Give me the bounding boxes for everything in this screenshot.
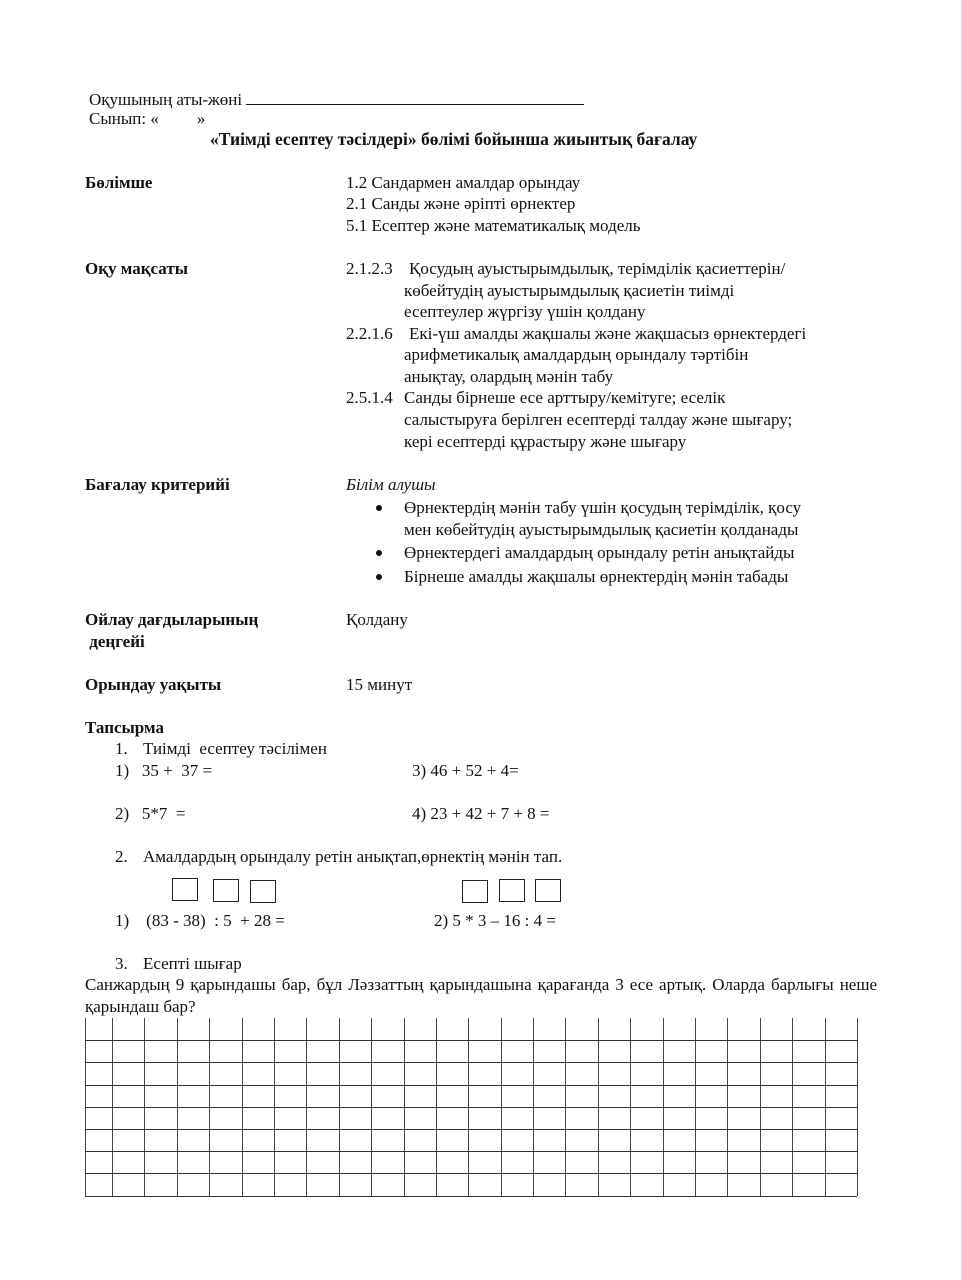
thinking-level-label: Ойлау дағдыларының <box>85 610 259 629</box>
learning-goals-label: Оқу мақсаты <box>85 259 188 278</box>
task3-number: 3. <box>115 954 128 973</box>
student-name-field[interactable] <box>246 90 584 105</box>
grid-horizontal-line <box>85 1196 857 1197</box>
goal-line: Екі-үш амалды жақшалы және жақшасыз өрнектердегі <box>409 324 807 343</box>
grid-horizontal-line <box>85 1040 857 1041</box>
task1-item[interactable]: 4) 23 + 42 + 7 + 8 = <box>412 804 550 823</box>
grid-horizontal-line <box>85 1173 857 1174</box>
bullet-icon <box>376 550 382 556</box>
task3-text: Есепті шығар <box>143 954 242 973</box>
task1-number: 1. <box>115 739 128 758</box>
task1-text: Тиімді есептеу тәсілімен <box>143 739 327 758</box>
duration-label: Орындау уақыты <box>85 675 222 694</box>
subsection-line: 5.1 Есептер және математикалық модель <box>346 216 641 235</box>
subsection-line: 1.2 Сандармен амалдар орындау <box>346 173 581 192</box>
goal-line: анықтау, олардың мәнін табу <box>404 367 614 386</box>
goal-line: көбейтудің ауыстырымдылық қасиетін тиімді <box>404 281 735 300</box>
subsection-line: 2.1 Санды және әріпті өрнектер <box>346 194 576 213</box>
task1-item[interactable]: 1) 35 + 37 = <box>115 761 213 780</box>
goal-line: арифметикалық амалдардың орындалу тәртібін <box>404 345 749 364</box>
task1-item[interactable]: 3) 46 + 52 + 4= <box>412 761 519 780</box>
order-box[interactable] <box>250 880 276 903</box>
order-box[interactable] <box>499 879 525 902</box>
class-label: Сынып: « <box>89 109 159 128</box>
grid-horizontal-line <box>85 1062 857 1063</box>
goal-line: есептеулер жүргізу үшін қолдану <box>404 302 646 321</box>
task2-item[interactable]: 1) (83 - 38) : 5 + 28 = <box>115 911 285 930</box>
task2-item[interactable]: 2) 5 * 3 – 16 : 4 = <box>434 911 556 930</box>
criteria-line: Өрнектердің мәнін табу үшін қосудың терімділік, қосу <box>404 498 802 517</box>
student-name-line <box>89 89 584 110</box>
bullet-icon <box>376 505 382 511</box>
duration-value: 15 минут <box>346 675 413 694</box>
answer-grid[interactable] <box>85 1018 857 1196</box>
grid-horizontal-line <box>85 1151 857 1152</box>
goal-line: салыстыруға берілген есептерді талдау және шығару; <box>404 410 793 429</box>
goal-line: Санды бірнеше есе арттыру/кемітуге; еселік <box>404 388 726 407</box>
task1-item[interactable]: 2) 5*7 = <box>115 804 186 823</box>
grid-horizontal-line <box>85 1129 857 1130</box>
order-box[interactable] <box>462 880 488 903</box>
goal-code: 2.5.1.4 <box>346 388 393 407</box>
class-close-quote: » <box>196 109 206 128</box>
task2-number: 2. <box>115 847 128 866</box>
grid-horizontal-line <box>85 1107 857 1108</box>
criteria-line: мен көбейтудің ауыстырымдылық қасиетін қолданады <box>404 520 799 539</box>
criteria-line: Өрнектердегі амалдардың орындалу ретін анықтайды <box>404 543 795 562</box>
thinking-level-value: Қолдану <box>346 610 408 629</box>
task2-text: Амалдардың орындалу ретін анықтап,өрнектің мәнін тап. <box>143 847 563 866</box>
bullet-icon <box>376 574 382 580</box>
grid-vertical-line <box>857 1018 858 1196</box>
goal-code: 2.1.2.3 <box>346 259 393 278</box>
tasks-heading: Тапсырма <box>85 718 164 737</box>
order-box[interactable] <box>172 878 198 901</box>
page-title: «Тиімді есептеу тәсілдері» бөлімі бойынша жиынтық бағалау <box>210 129 698 149</box>
criteria-intro: Білім алушы <box>346 475 436 494</box>
grid-horizontal-line <box>85 1085 857 1086</box>
goal-line: Қосудың ауыстырымдылық, терімділік қасиеттерін/ <box>409 259 786 278</box>
criteria-label: Бағалау критерийі <box>85 475 230 494</box>
student-name-label: Оқушының аты-жөні <box>89 90 243 109</box>
task3-problem-text: Санжардың 9 қарындашы бар, бұл Ләззаттың қарындашына қарағанда 3 есе артық. Оларда барлығы неше қарындаш бар? <box>85 975 877 1016</box>
order-box[interactable] <box>535 879 561 902</box>
class-line <box>89 108 205 129</box>
order-box[interactable] <box>213 879 239 902</box>
criteria-line: Бірнеше амалды жақшалы өрнектердің мәнін табады <box>404 567 789 586</box>
goal-code: 2.2.1.6 <box>346 324 393 343</box>
subsection-label: Бөлімше <box>85 173 153 192</box>
thinking-level-label-2: деңгейі <box>85 632 145 651</box>
goal-line: кері есептерді құрастыру және шығару <box>404 432 687 451</box>
